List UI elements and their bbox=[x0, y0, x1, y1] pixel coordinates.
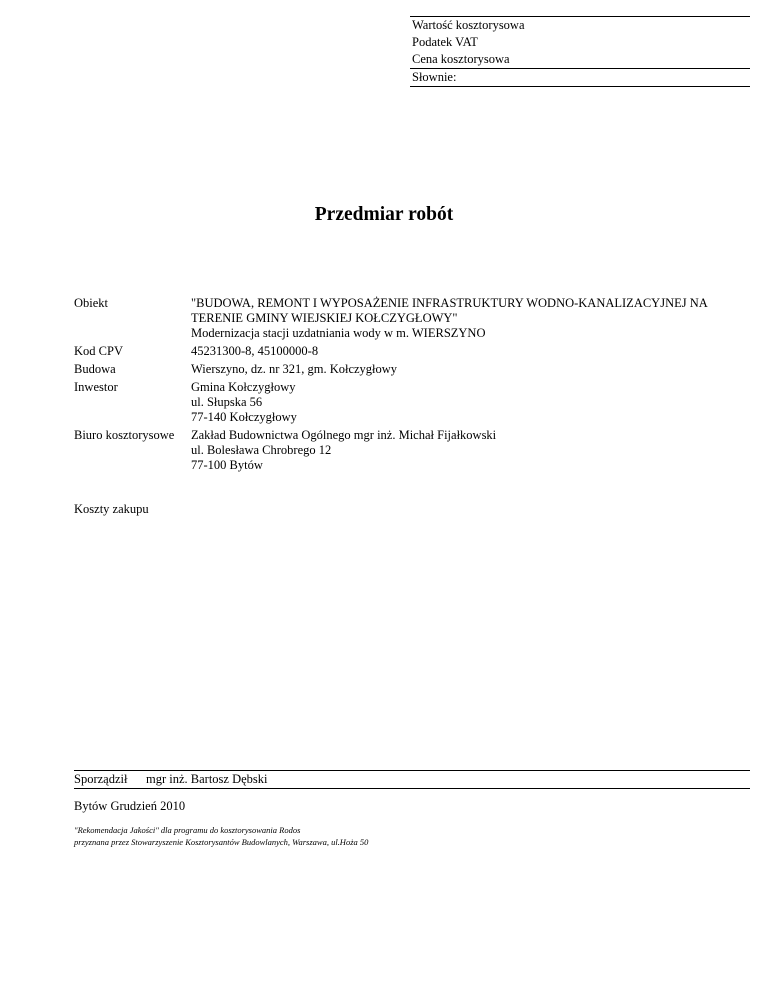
koszty-zakupu-label: Koszty zakupu bbox=[74, 502, 149, 516]
biuro-label: Biuro kosztorysowe bbox=[74, 428, 175, 442]
inwestor-value bbox=[191, 380, 297, 425]
place-date: Bytów Grudzień 2010 bbox=[74, 799, 186, 813]
obiekt-line: TERENIE GMINY WIEJSKIEJ KOŁCZYGŁOWY" bbox=[191, 311, 458, 325]
obiekt-label: Obiekt bbox=[74, 296, 109, 310]
kod-cpv-label: Kod CPV bbox=[74, 344, 123, 358]
signature-block bbox=[74, 770, 750, 789]
inwestor-line: 77-140 Kołczygłowy bbox=[191, 410, 297, 424]
cena-kosztorysowa-row: Cena kosztorysowa bbox=[412, 52, 510, 66]
sporzadzil-value: mgr inż. Bartosz Dębski bbox=[146, 772, 268, 786]
cost-summary bbox=[410, 16, 750, 87]
footer-line: przyznana przez Stowarzyszenie Kosztorysantów Budowlanych, Warszawa, ul.Hoża 50 bbox=[74, 837, 369, 847]
budowa-row bbox=[74, 362, 764, 377]
budowa-label: Budowa bbox=[74, 362, 116, 376]
page-title: Przedmiar robót bbox=[314, 204, 454, 225]
obiekt-value bbox=[191, 296, 708, 341]
project-details bbox=[74, 296, 764, 473]
obiekt-line: Modernizacja stacji uzdatniania wody w m. WIERSZYNO bbox=[191, 326, 486, 340]
slownie-row: Słownie: bbox=[410, 68, 750, 87]
inwestor-row bbox=[74, 380, 764, 425]
kod-cpv-value: 45231300-8, 45100000-8 bbox=[191, 344, 319, 358]
footer-line: "Rekomendacja Jakości" dla programu do kosztorysowania Rodos bbox=[74, 825, 301, 835]
wartosc-kosztorysowa-row: Wartość kosztorysowa bbox=[410, 16, 750, 34]
inwestor-line: Gmina Kołczygłowy bbox=[191, 380, 296, 394]
biuro-value bbox=[191, 428, 496, 473]
biuro-row bbox=[74, 428, 764, 473]
inwestor-line: ul. Słupska 56 bbox=[191, 395, 263, 409]
inwestor-label: Inwestor bbox=[74, 380, 118, 394]
sporzadzil-row bbox=[74, 770, 750, 789]
footer-note bbox=[74, 824, 368, 848]
budowa-value: Wierszyno, dz. nr 321, gm. Kołczygłowy bbox=[191, 362, 398, 376]
biuro-line: Zakład Budownictwa Ogólnego mgr inż. Michał Fijałkowski bbox=[191, 428, 497, 442]
biuro-line: 77-100 Bytów bbox=[191, 458, 263, 472]
podatek-vat-row: Podatek VAT bbox=[412, 35, 478, 49]
kod-cpv-row bbox=[74, 344, 764, 359]
obiekt-row bbox=[74, 296, 764, 341]
sporzadzil-label: Sporządził bbox=[74, 772, 128, 786]
biuro-line: ul. Bolesława Chrobrego 12 bbox=[191, 443, 332, 457]
obiekt-line: "BUDOWA, REMONT I WYPOSAŻENIE INFRASTRUKTURY WODNO-KANALIZACYJNEJ NA bbox=[191, 296, 708, 310]
